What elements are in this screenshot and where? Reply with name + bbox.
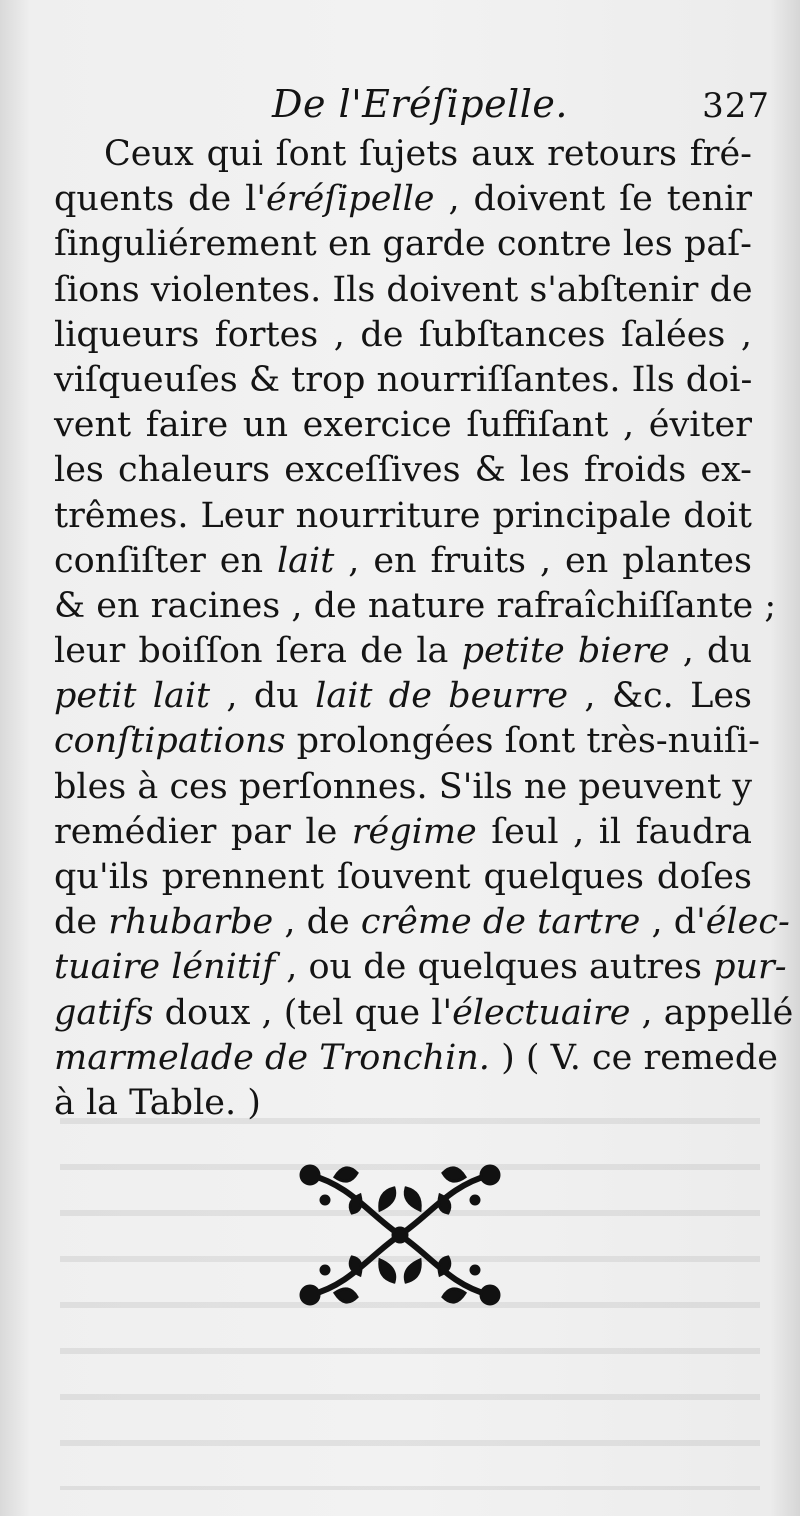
text-line (54, 494, 752, 539)
text-segment: , ou de quelques autres (275, 947, 714, 988)
text-segment: vent faire un exercice ſuffiſant , éviter (54, 405, 752, 446)
text-line (54, 313, 752, 358)
text-segment: , de (273, 902, 361, 943)
text-segment: ſeul , il faudra (476, 811, 752, 852)
italic-text-segment: gatifs (54, 992, 154, 1033)
text-line (54, 991, 794, 1036)
italic-text-segment: lait de beurre (315, 676, 569, 717)
running-title: De l'Eréſipelle. (272, 82, 568, 126)
floral-fleuron-icon (290, 1155, 510, 1315)
body-text (54, 132, 794, 1126)
text-segment: & en racines , de nature rafraîchiſſante ; (54, 585, 777, 626)
italic-text-segment: marmelade de Tronchin. (54, 1037, 490, 1078)
text-line (54, 1081, 752, 1126)
text-segment: , du (210, 676, 316, 717)
text-line (54, 855, 752, 900)
text-segment: , doivent ſe tenir (434, 179, 752, 220)
italic-text-segment: électuaire (452, 992, 631, 1033)
text-line (54, 810, 752, 855)
text-segment: , en fruits , en plantes (334, 540, 752, 581)
text-line (54, 222, 752, 267)
text-segment: , &c. Les (568, 676, 752, 717)
text-line (54, 268, 752, 313)
italic-text-segment: crême de tartre (360, 902, 641, 943)
italic-text-segment: éréſipelle (266, 179, 435, 220)
text-segment: ſions violentes. Ils doivent s'abſtenir de (54, 269, 753, 310)
italic-text-segment: pur- (713, 947, 787, 988)
italic-text-segment: petite biere (461, 631, 670, 672)
text-line (54, 584, 777, 629)
italic-text-segment: élec- (705, 902, 790, 943)
text-segment: remédier par le (54, 811, 352, 852)
italic-text-segment: lait (276, 540, 335, 581)
text-line (54, 403, 752, 448)
text-segment: Ceux qui ſont ſujets aux retours fré- (104, 134, 752, 174)
italic-text-segment: petit lait (54, 676, 211, 717)
text-line (54, 945, 787, 990)
text-line (54, 1036, 778, 1081)
text-line (54, 719, 760, 764)
text-segment: , d' (640, 902, 706, 943)
text-segment: à la Table. ) (54, 1082, 261, 1123)
text-segment: liqueurs fortes , de ſubſtances ſalées , (54, 314, 752, 355)
text-segment: de (54, 902, 109, 943)
italic-text-segment: rhubarbe (108, 902, 274, 943)
text-segment: ſinguliérement en garde contre les paſ- (54, 224, 752, 265)
text-segment: quents de l' (54, 179, 266, 220)
text-segment: leur boiſſon ſera de la (54, 631, 462, 672)
text-segment: prolongées ſont très-nuiſi- (285, 721, 760, 762)
italic-text-segment: conſtipations (54, 721, 286, 762)
text-segment: , appellé (630, 992, 794, 1033)
text-segment: doux , (tel que l' (153, 992, 453, 1033)
text-line (54, 539, 752, 584)
text-line (54, 900, 790, 945)
text-line (54, 629, 752, 674)
text-line (54, 674, 752, 719)
text-line (54, 177, 752, 222)
text-line (54, 132, 752, 177)
italic-text-segment: tuaire lénitif (54, 947, 276, 988)
text-segment: viſqueuſes & trop nourriſſantes. Ils doi- (54, 359, 753, 400)
text-segment: ) ( V. ce remede (489, 1037, 778, 1078)
text-line (54, 448, 752, 493)
italic-text-segment: régime (351, 811, 477, 852)
text-line (54, 765, 752, 810)
text-segment: bles à ces perſonnes. S'ils ne peuvent y (54, 766, 752, 807)
text-line (54, 358, 752, 403)
text-segment: trêmes. Leur nourriture principale doit (54, 495, 752, 536)
text-segment: qu'ils prennent ſouvent quelques doſes (54, 857, 752, 897)
text-segment: les chaleurs exceſſives & les froids ex- (54, 450, 752, 491)
page-number: 327 (702, 86, 770, 126)
text-segment: conſiſter en (54, 540, 277, 581)
page-header (0, 78, 800, 130)
text-segment: , du (669, 631, 752, 672)
